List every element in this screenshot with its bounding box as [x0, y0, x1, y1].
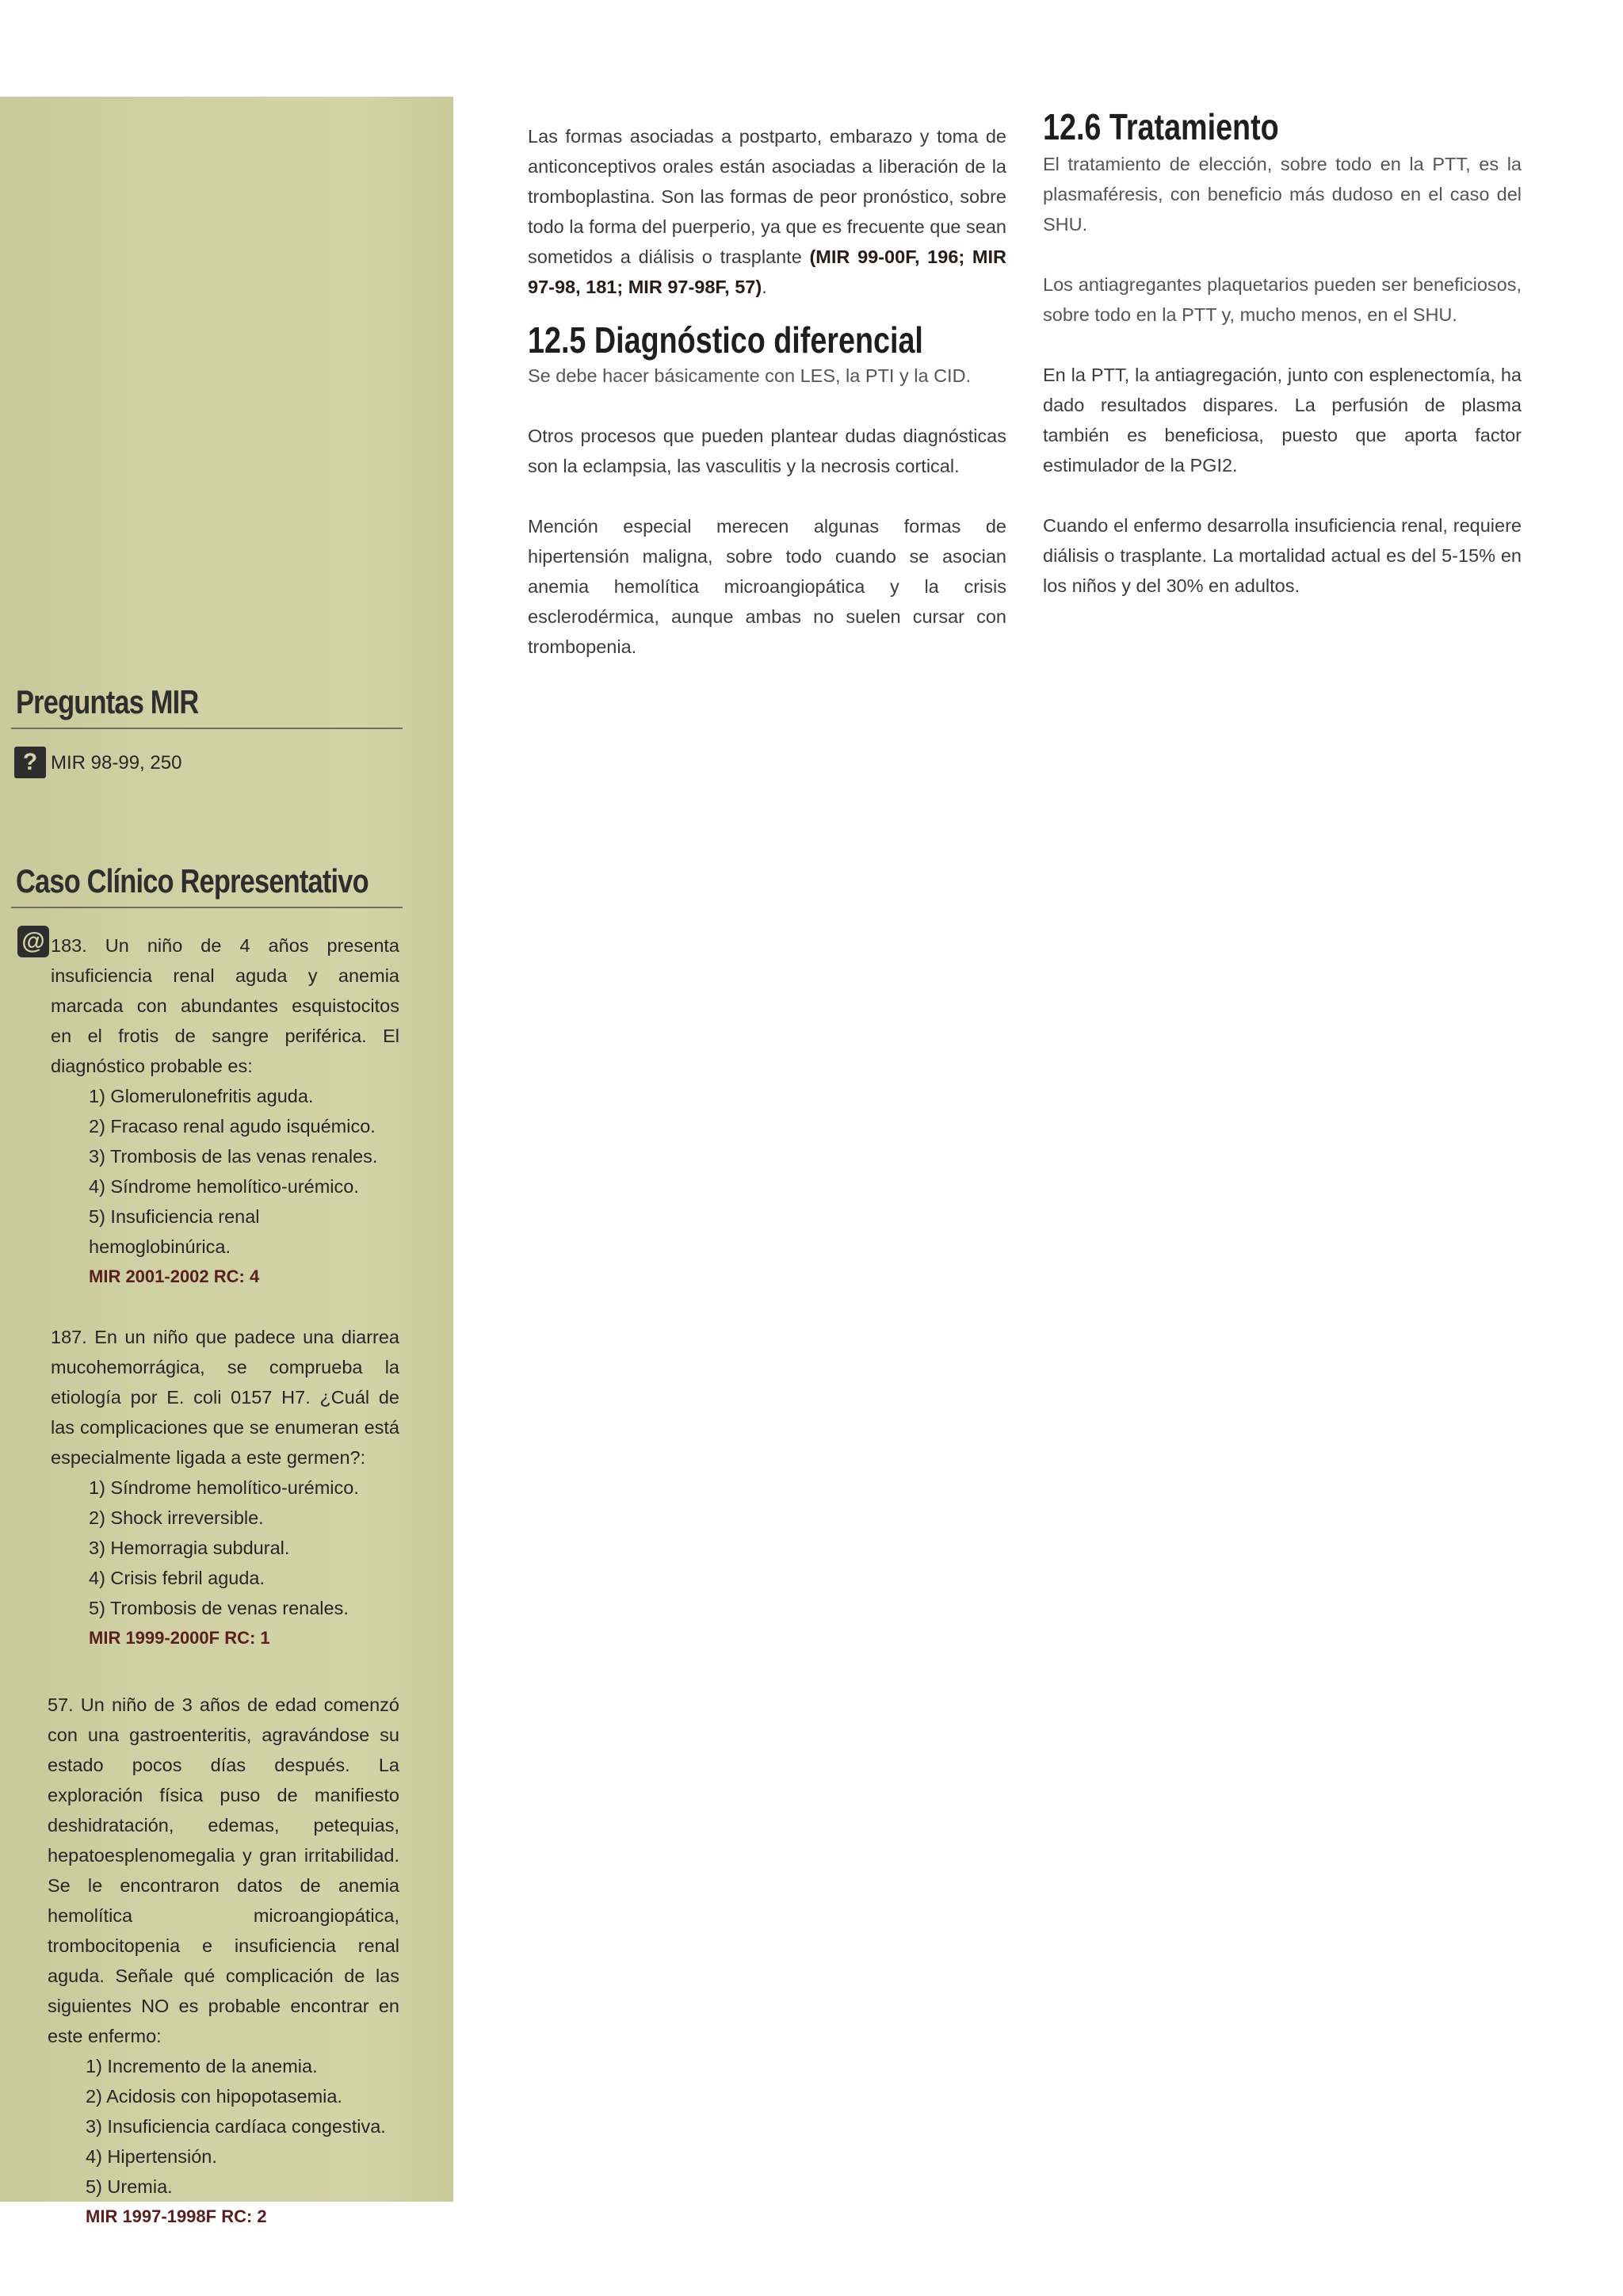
case-option: 5) Insuficiencia renal hemoglobinúrica.	[89, 1206, 260, 1257]
preguntas-ref: MIR 98-99, 250	[51, 752, 182, 774]
case-option: 1) Incremento de la anemia.	[86, 2056, 318, 2076]
case-ref: MIR 1997-1998F RC: 2	[86, 2206, 267, 2226]
paragraph: Los antiagregantes plaquetarios pueden ser beneficiosos, sobre todo en la PTT y, mucho menos, en el SHU.	[1043, 274, 1522, 325]
case-2	[51, 1322, 399, 1653]
case-question: 187. En un niño que padece una diarrea mucohemorrágica, se comprueba la etiología por E. coli 0157 H7. ¿Cuál de las complicaciones que se enumeran está especialmente ligada a este germen?:	[51, 1327, 399, 1468]
case-option: 4) Crisis febril aguda.	[89, 1568, 265, 1588]
case-option: 2) Acidosis con hipopotasemia.	[86, 2086, 342, 2107]
intro-text: Las formas asociadas a postparto, embarazo y toma de anticonceptivos orales están asociadas a liberación de la tromboplastina. Son las formas de peor pronóstico, sobre todo la forma del puerperio, ya que es frecuente que sean sometidos a diálisis o trasplante	[528, 126, 1006, 267]
caso-title: Caso Clínico Representativo	[16, 862, 369, 900]
paragraph: Otros procesos que pueden plantear dudas diagnósticas son la eclampsia, las vasculitis y la necrosis cortical.	[528, 426, 1006, 476]
preguntas-title: Preguntas MIR	[16, 683, 199, 720]
case-option: 4) Síndrome hemolítico-urémico.	[89, 1176, 359, 1197]
paragraph: Se debe hacer básicamente con LES, la PTI y la CID.	[528, 365, 972, 386]
paragraph: El tratamiento de elección, sobre todo en la PTT, es la plasmaféresis, con beneficio más dudoso en el caso del SHU.	[1043, 154, 1522, 235]
case-option: 2) Shock irreversible.	[89, 1507, 264, 1528]
case-option: 2) Fracaso renal agudo isquémico.	[89, 1116, 376, 1137]
heading-diagnostico-diferencial: 12.5 Diagnóstico diferencial	[528, 319, 923, 361]
sidebar-panel	[0, 97, 453, 2226]
heading-tratamiento: 12.6 Tratamiento	[1043, 106, 1279, 147]
case-question: 183. Un niño de 4 años presenta insuficiencia renal aguda y anemia marcada con abundantes esquistocitos en el frotis de sangre periférica. El diagnóstico probable es:	[51, 935, 399, 1076]
caso-rule	[11, 907, 403, 908]
text-column-1	[528, 121, 1006, 692]
case-ref: MIR 1999-2000F RC: 1	[89, 1628, 270, 1648]
case-option: 4) Hipertensión.	[86, 2146, 217, 2167]
case-option: 3) Trombosis de las venas renales.	[89, 1146, 378, 1167]
case-3	[48, 1690, 399, 2232]
at-icon: @	[17, 926, 49, 957]
case-1	[51, 930, 399, 1292]
paragraph: En la PTT, la antiagregación, junto con esplenectomía, ha dado resultados dispares. La perfusión de plasma también es beneficiosa, puesto que aporta factor estimulador de la PGI2.	[1043, 365, 1522, 476]
intro-end: .	[762, 277, 767, 297]
intro-refs: (MIR 99-00F, 196; MIR 97-98, 181; MIR 97-98F, 57)	[528, 246, 1006, 297]
case-option: 1) Glomerulonefritis aguda.	[89, 1086, 314, 1106]
text-column-2	[1043, 106, 1522, 631]
case-question: 57. Un niño de 3 años de edad comenzó con una gastroenteritis, agravándose su estado pocos días después. La exploración física puso de manifiesto deshidratación, edemas, petequias, hepatoesplenomegalia y gran irritabilidad. Se le encontraron datos de anemia hemolítica microangiopática, trombocitopenia e insuficiencia renal aguda. Señale qué complicación de las siguientes NO es probable encontrar en este enfermo:	[48, 1694, 399, 2046]
case-option: 5) Uremia.	[86, 2176, 173, 2197]
paragraph: Cuando el enfermo desarrolla insuficiencia renal, requiere diálisis o trasplante. La mortalidad actual es del 5-15% en los niños y del 30% en adultos.	[1043, 515, 1522, 596]
case-option: 3) Insuficiencia cardíaca congestiva.	[86, 2116, 386, 2137]
question-icon: ?	[14, 747, 46, 778]
case-option: 1) Síndrome hemolítico-urémico.	[89, 1477, 359, 1498]
paragraph: Mención especial merecen algunas formas de hipertensión maligna, sobre todo cuando se asocian anemia hemolítica microangiopática y la crisis esclerodérmica, aunque ambas no suelen cursar con trombopenia.	[528, 516, 1006, 657]
preguntas-rule	[11, 728, 403, 729]
case-option: 3) Hemorragia subdural.	[89, 1538, 290, 1558]
case-ref: MIR 2001-2002 RC: 4	[89, 1266, 260, 1286]
case-option: 5) Trombosis de venas renales.	[89, 1598, 349, 1618]
